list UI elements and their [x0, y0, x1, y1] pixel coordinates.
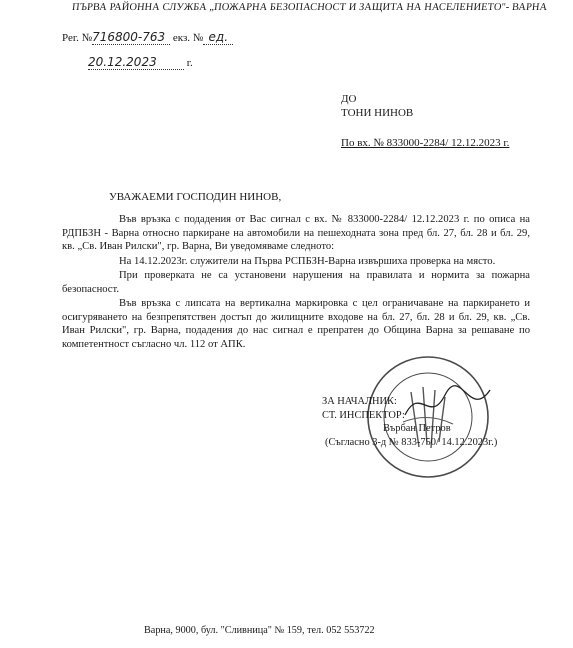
signature-authority: (Съгласно 3-д № 833-750/ 14.12.2023г.)	[325, 437, 498, 448]
signatory-name: Върбан Петров	[383, 423, 451, 434]
incoming-reference: По вх. № 833000-2284/ 12.12.2023 г.	[341, 137, 510, 149]
signature-title-2: СТ. ИНСПЕКТОР:	[322, 410, 405, 421]
registration-line	[62, 30, 233, 45]
date-suffix: г.	[186, 57, 193, 69]
registration-date: 20.12.2023	[88, 55, 184, 70]
registration-date-line	[88, 55, 193, 70]
salutation: УВАЖАЕМИ ГОСПОДИН НИНОВ,	[109, 191, 282, 203]
body-paragraph: При проверката не са установени нарушения на правилата и нормита за пожарна безопасност.	[62, 270, 530, 295]
copy-label: екз. №	[172, 32, 204, 44]
institution-header: ПЪРВА РАЙОННА СЛУЖБА „ПОЖАРНА БЕЗОПАСНОСТ И ЗАЩИТА НА НАСЕЛЕНИЕТО"- ВАРНА	[71, 2, 548, 13]
reg-number: 716800-763	[92, 30, 170, 45]
copy-number: ед.	[203, 30, 233, 45]
footer-address: Варна, 9000, бул. "Сливница" № 159, тел. 052 553722	[144, 625, 375, 636]
body-paragraph: Във връзка с подадения от Вас сигнал с вх. № 833000-2284/ 12.12.2023 г. по описа на РДПБЗН - Варна относно паркиране на автомобили на пешеходната зона пред бл. 27, бл. 28 и бл. 29, кв. „Св. Иван Рилски", гр. Варна, Ви уведомяваме следното:	[62, 214, 530, 253]
body-paragraph: Във връзка с липсата на вертикална маркировка с цел ограничаване на паркирането и осигуряването на безпрепятствен достъп до жилищните входове на бл. 27, бл. 28 и бл. 29, кв. „Св. Иван Рилски", гр. Варна, подадения до нас сигнал е препратен до Община Варна за решаване по компетентност съгласно чл. 112 от АПК.	[62, 298, 530, 350]
body-paragraph: На 14.12.2023г. служители на Първа РСПБЗН-Варна извършиха проверка на място.	[119, 256, 496, 267]
recipient-name: ТОНИ НИНОВ	[341, 107, 414, 119]
signature-title-1: ЗА НАЧАЛНИК:	[322, 396, 397, 407]
reg-label: Рег. №	[62, 32, 93, 44]
recipient-to: ДО	[341, 93, 357, 105]
